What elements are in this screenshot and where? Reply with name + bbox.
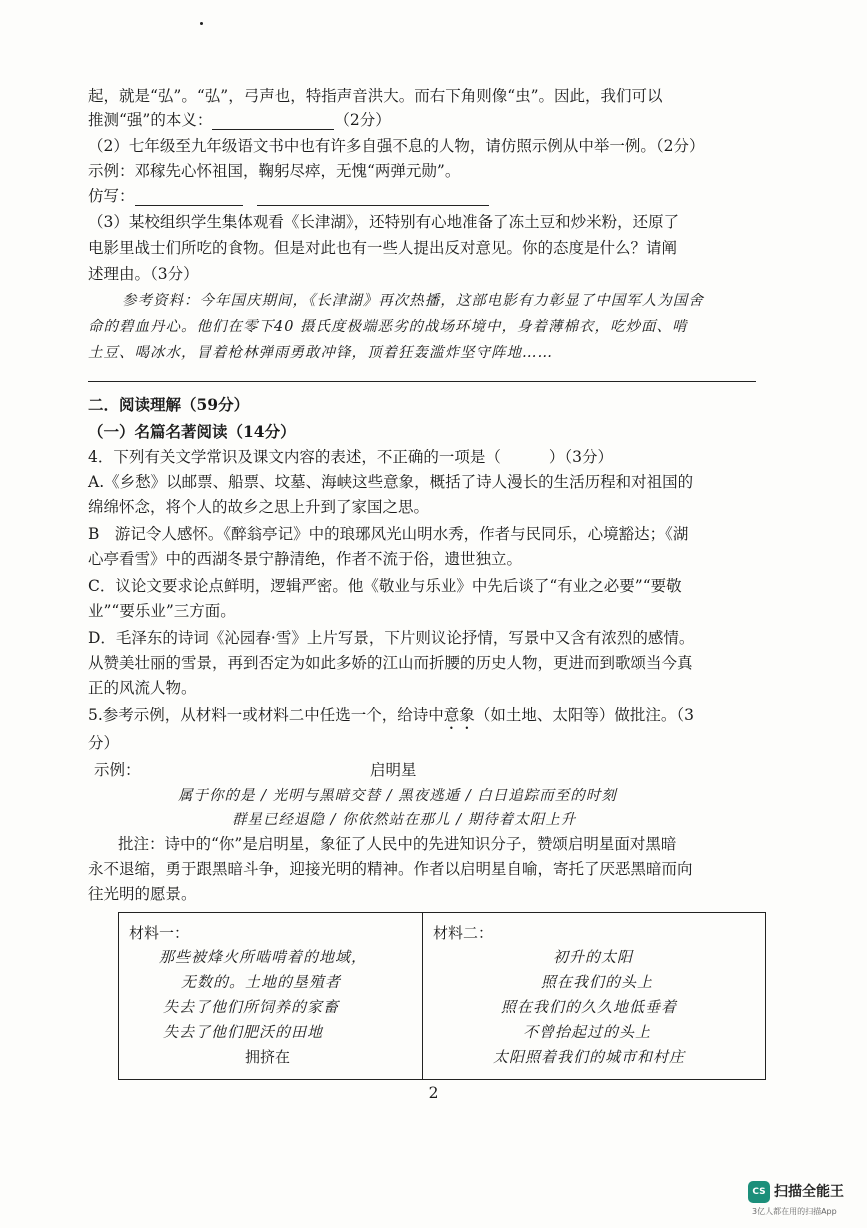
option-b: B 游记令人感怀。《醉翁亭记》中的琅琊风光山明水秀，作者与民同乐，心境豁达；《湖 <box>88 525 689 543</box>
question-3-3: （3）某校组织学生集体观看《长津湖》，还特别有心地准备了冻土豆和炒米粉，还原了 <box>88 213 680 231</box>
reference-material: 参考资料：今年国庆期间，《长津湖》再次热播，这部电影有力彰显了中国军人为国舍 <box>122 293 704 309</box>
reference-material: 命的碧血丹心。他们在零下40 摄氏度极端恶劣的战场环境中，身着薄棉衣，吃炒面、啃 <box>88 319 688 335</box>
question-4-stem: 4．下列有关文学常识及课文内容的表述，不正确的一项是（ <box>88 448 501 466</box>
score-label: （2分） <box>334 111 391 129</box>
material-1-line: 无数的。土地的垦殖者 <box>181 973 342 991</box>
material-1-label: 材料一： <box>129 924 190 942</box>
material-2-label: 材料二： <box>433 924 494 942</box>
imitation-blank-1[interactable] <box>135 189 243 206</box>
answer-blank[interactable] <box>212 113 334 130</box>
score-label: ）（3分） <box>548 448 613 466</box>
materials-divider <box>422 913 423 1079</box>
material-2-line: 太阳照着我们的城市和村庄 <box>493 1048 686 1066</box>
question-5 <box>88 705 694 733</box>
imitation-blank-2[interactable] <box>257 189 489 206</box>
option-a-cont: 绵绵怀念，将个人的故乡之思上升到了家国之思。 <box>88 498 430 516</box>
option-d: D．毛泽东的诗词《沁园春·雪》上片写景，下片则议论抒情，写景中又含有浓烈的感情。 <box>88 629 695 647</box>
section-2-title: 二．阅读理解（59分） <box>88 395 250 414</box>
score-label: 分） <box>88 734 120 752</box>
reference-material: 土豆、喝冰水，冒着枪林弹雨勇敢冲锋，顶着狂轰滥炸坚守阵地…… <box>88 345 553 361</box>
imitation-line <box>88 186 489 206</box>
option-b-cont: 心亭看雪》中的西湖冬景宁静清绝，作者不流于俗，遗世独立。 <box>88 550 523 568</box>
material-1-line: 那些被烽火所啮啃着的地域， <box>159 948 368 966</box>
option-a: A.《乡愁》以邮票、船票、坟墓、海峡这些意象，概括了诗人漫长的生活历程和对祖国的 <box>88 473 694 491</box>
material-1-line: 拥挤在 <box>245 1048 291 1066</box>
poem-title: 启明星 <box>370 761 417 779</box>
imitation-label: 仿写： <box>88 187 135 205</box>
material-2-line: 照在我们的久久地低垂着 <box>501 998 678 1016</box>
text-line: 述理由。（3分） <box>88 265 199 283</box>
emphasized-term: 意象 <box>443 706 475 724</box>
page-number: 2 <box>428 1084 439 1102</box>
question-5-stem-cont: （如土地、太阳等）做批注。（3 <box>474 706 694 724</box>
annotation-line: 永不退缩，勇于跟黑暗斗争，迎接光明的精神。作者以启明星自喻，寄托了厌恶黑暗而向 <box>88 860 693 878</box>
annotation-line: 批注：诗中的“你”是启明星，象征了人民中的先进知识分子，赞颂启明星面对黑暗 <box>118 835 677 853</box>
materials-table <box>118 912 766 1080</box>
answer-prompt: 推测“强”的本义： <box>88 111 213 129</box>
poem-line: 属于你的是 / 光明与黑暗交替 / 黑夜逃遁 / 白日追踪而至的时刻 <box>178 788 617 804</box>
option-c-cont: 业”“要乐业”三方面。 <box>88 602 236 620</box>
poem-line: 群星已经退隐 / 你依然站在那儿 / 期待着太阳上升 <box>232 812 577 828</box>
annotation-line: 往光明的愿景。 <box>88 885 197 903</box>
example-label: 示例： <box>94 761 141 779</box>
material-2-line: 照在我们的头上 <box>541 973 654 991</box>
camscanner-logo-icon: CS <box>748 1181 770 1203</box>
option-d-cont: 从赞美壮丽的雪景，再到否定为如此多娇的江山而折腰的历史人物，更进而到歌颂当今真 <box>88 654 693 672</box>
answer-rule-line <box>88 381 756 382</box>
material-2-line: 初升的太阳 <box>553 948 634 966</box>
text-line: 电影里战士们所吃的食物。但是对此也有一些人提出反对意见。你的态度是什么？请阐 <box>88 239 678 257</box>
material-2-line: 不曾抬起过的头上 <box>523 1023 652 1041</box>
scan-speck <box>200 22 203 25</box>
question-4 <box>88 447 613 467</box>
option-d-cont: 正的风流人物。 <box>88 679 197 697</box>
text-line <box>88 110 391 130</box>
material-1-line: 失去了他们肥沃的田地 <box>163 1023 324 1041</box>
text-line: 起，就是“弘”。“弘”，弓声也，特指声音洪大。而右下角则像“虫”。因此，我们可以 <box>88 87 663 105</box>
material-1-line: 失去了他们所饲养的家畜 <box>163 998 340 1016</box>
example-line: 示例：邓稼先心怀祖国，鞠躬尽瘁，无愧“两弹元勋”。 <box>88 162 461 180</box>
option-c: C．议论文要求论点鲜明，逻辑严密。他《敬业与乐业》中先后谈了“有业之必要”“要敬 <box>88 577 682 595</box>
question-5-stem: 5.参考示例，从材料一或材料二中任选一个，给诗中 <box>88 706 444 724</box>
watermark-title: 扫描全能王 <box>774 1184 844 1200</box>
watermark-subtitle: 3亿人都在用的扫描App <box>752 1207 837 1216</box>
question-3-2: （2）七年级至九年级语文书中也有许多自强不息的人物，请仿照示例从中举一例。（2分） <box>88 137 705 155</box>
subsection-title: （一）名篇名著阅读（14分） <box>88 422 296 441</box>
